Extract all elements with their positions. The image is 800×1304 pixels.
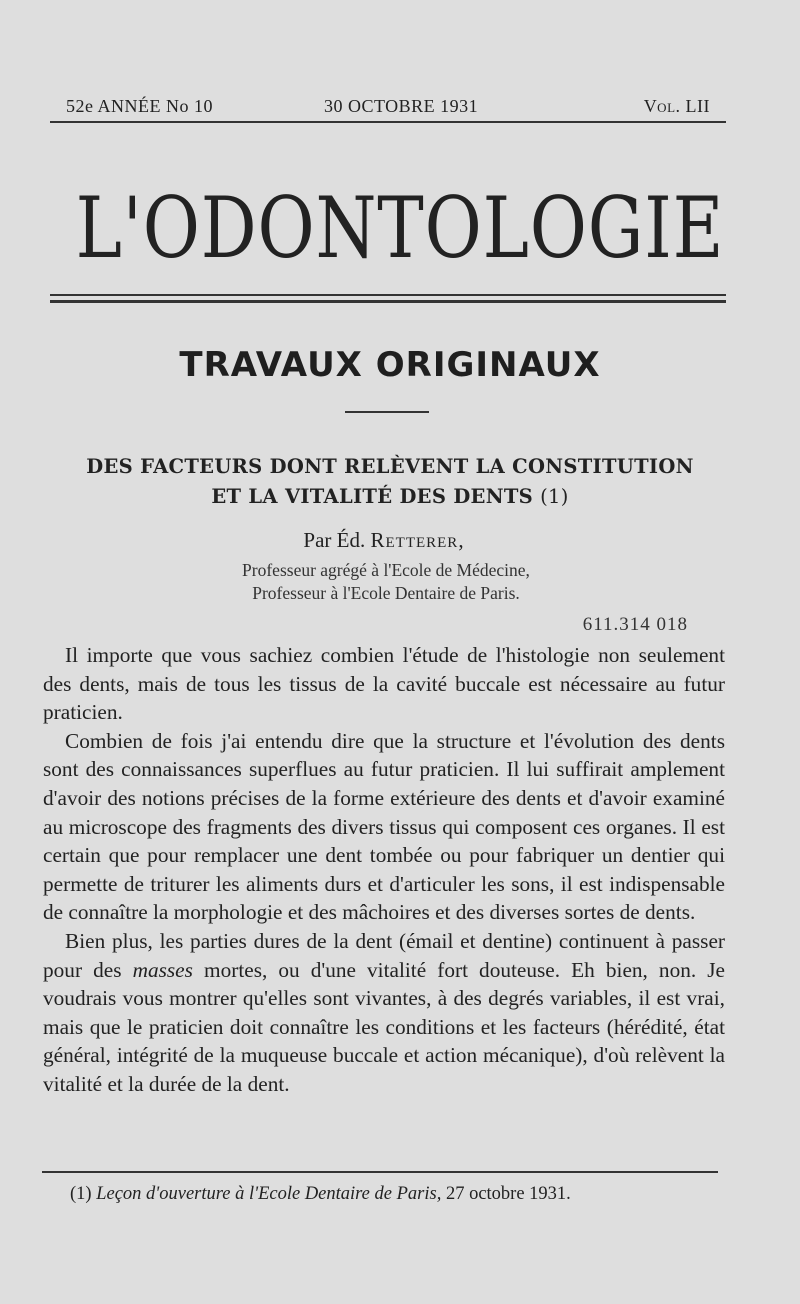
- paragraph-3-part-1: Bien plus, les parties dures de la dent (émail et dentine) continuent à passer pour des: [43, 928, 725, 982]
- byline: [0, 528, 768, 553]
- author-affiliation-2: Professeur à l'Ecole Dentaire de Paris.: [252, 583, 520, 603]
- title-rule-thick: [50, 300, 726, 303]
- journal-title: L'ODONTOLOGIE: [75, 179, 725, 277]
- section-title: TRAVAUX ORIGINAUX: [179, 345, 601, 385]
- paragraph-2: Combien de fois j'ai entendu dire que la structure et l'évolution des dents sont des connaissances superflues au futur praticien. Il lui suffirait amplement d'avoir des notions précises de la forme extérieure des dents et d'avoir examiné au microscope des fragments des divers tissus qui composent ces organes. Il est certain que pour remplacer une dent tombée ou pour fabriquer un dentier qui permette de triturer les aliments durs et d'articuler les sons, il est indispensable de connaître la morphologie et des mâchoires et des diverses sortes de dents.: [43, 728, 725, 925]
- article-title-line-2-text: ET LA VITALITÉ DES DENTS: [211, 485, 534, 508]
- classification-number: 611.314 018: [582, 614, 688, 635]
- header-rule: [50, 121, 726, 123]
- author-affiliation-1: Professeur agrégé à l'Ecole de Médecine,: [242, 560, 530, 580]
- footnote-italic: Leçon d'ouverture à l'Ecole Dentaire de Paris,: [96, 1184, 442, 1204]
- title-rule-thin: [50, 294, 726, 296]
- issue-date: 30 OCTOBRE 1931: [324, 96, 479, 116]
- byline-prefix: Par Éd.: [303, 528, 366, 552]
- paragraph-3-emphasis: masses: [132, 957, 193, 982]
- footnote-rule: [42, 1171, 718, 1173]
- section-divider: [345, 411, 429, 413]
- issue-number: 52e ANNÉE No 10: [66, 96, 213, 116]
- article-title: [40, 452, 740, 512]
- volume-number: Vol. LII: [643, 96, 710, 116]
- footnote-number: (1): [70, 1184, 92, 1204]
- footnote: [70, 1184, 730, 1205]
- paragraph-1: Il importe que vous sachiez combien l'étude de l'histologie non seulement des dents, mais de tous les tissus de la cavité buccale est nécessaire au futur praticien.: [43, 643, 725, 725]
- article-title-line-2: [40, 482, 740, 512]
- footnote-marker: (1): [540, 485, 569, 508]
- article-title-line-1: DES FACTEURS DONT RELÈVENT LA CONSTITUTION: [86, 455, 694, 478]
- footnote-date: 27 octobre 1931.: [445, 1184, 571, 1204]
- article-body: [43, 641, 725, 1099]
- author-name: Retterer,: [370, 528, 465, 552]
- paragraph-3-part-2: mortes, ou d'une vitalité fort douteuse. Eh bien, non. Je voudrais vous montrer qu'elles sont vivantes, à des degrés variables, il est vrai, mais que le praticien doit connaître les conditions et les facteurs (hérédité, état général, intégrité de la muqueuse buccale et action mécanique), d'où relèvent la vitalité et la durée de la dent.: [43, 957, 726, 1096]
- running-head: [66, 96, 710, 120]
- paragraph-3: [43, 927, 725, 1099]
